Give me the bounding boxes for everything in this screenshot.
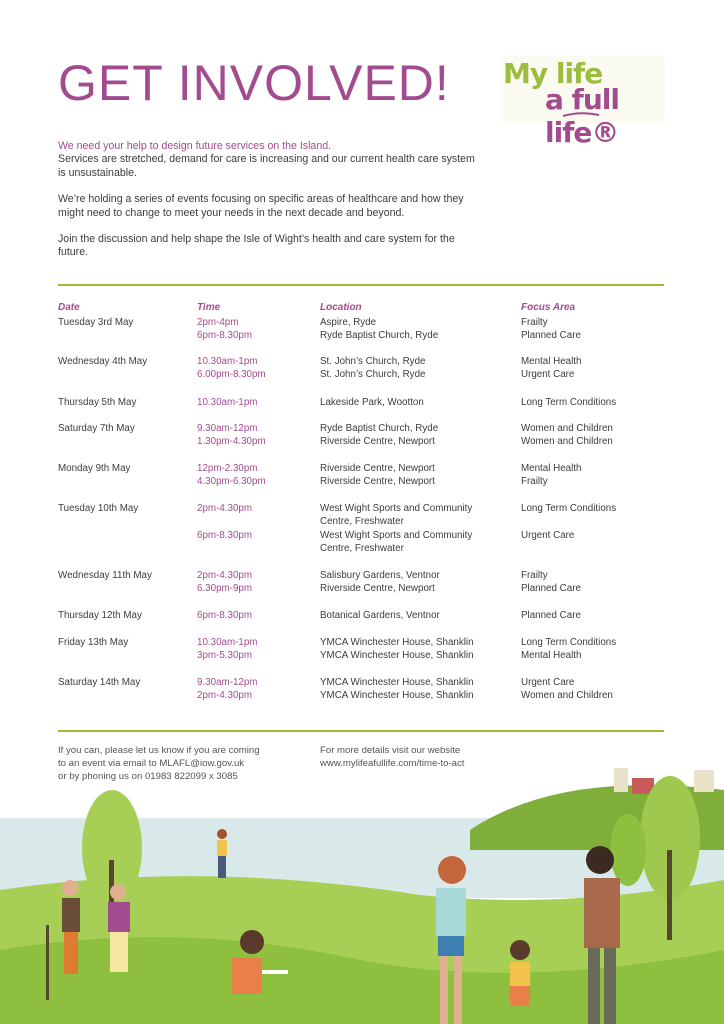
event-times <box>197 569 307 596</box>
event-date-text: Thursday 5th May <box>58 397 137 408</box>
event-time: 3pm-5.30pm <box>197 650 252 662</box>
event-date <box>58 422 135 435</box>
event-focus <box>521 515 671 528</box>
logo-line-1: My life <box>503 57 603 90</box>
event-date-text: Tuesday 3rd May <box>58 317 134 328</box>
event-time: 9.30am-12pm <box>197 677 258 688</box>
event-date <box>58 676 140 689</box>
event-location: YMCA Winchester House, Shanklin <box>320 690 474 702</box>
logo-line-2: a full life® <box>545 83 619 149</box>
elderly-woman <box>110 884 126 900</box>
event-times <box>197 636 307 663</box>
park-illustration <box>0 760 724 1024</box>
event-location: Riverside Centre, Newport <box>320 476 435 488</box>
contact-line: or by phoning us on 01983 822099 x 3085 <box>58 771 238 783</box>
event-focus: Frailty <box>521 570 548 581</box>
event-location: St. John’s Church, Ryde <box>320 369 426 381</box>
event-location: YMCA Winchester House, Shanklin <box>320 677 474 688</box>
event-date-text: Friday 13th May <box>58 637 129 648</box>
event-locations <box>320 316 510 343</box>
woman-laptop <box>240 930 264 954</box>
contact-line[interactable]: to an event via email to MLAFL@iow.gov.uk <box>58 758 245 770</box>
intro <box>58 140 478 273</box>
event-date <box>58 355 147 368</box>
event-location: Ryde Baptist Church, Ryde <box>320 330 439 342</box>
event-focus: Women and Children <box>521 690 613 702</box>
child <box>510 940 530 960</box>
event-focus-areas <box>521 316 671 343</box>
event-focus-areas <box>521 422 671 449</box>
event-date-text: Thursday 12th May <box>58 610 142 621</box>
header-date: Date <box>58 302 80 313</box>
building <box>614 768 628 792</box>
event-times <box>197 355 307 382</box>
event-focus: Long Term Conditions <box>521 503 617 514</box>
event-locations <box>320 502 510 556</box>
event-location: West Wight Sports and Community Centre, Freshwater <box>320 529 473 555</box>
event-time: 2pm-4.30pm <box>197 690 252 702</box>
event-focus: Urgent Care <box>521 529 575 541</box>
event-locations <box>320 609 510 622</box>
event-date-text: Tuesday 10th May <box>58 503 139 514</box>
divider-bottom <box>58 730 664 732</box>
event-times <box>197 422 307 449</box>
event-times <box>197 502 307 542</box>
event-location: Lakeside Park, Wootton <box>320 397 424 408</box>
event-focus: Long Term Conditions <box>521 637 617 648</box>
event-focus-areas <box>521 462 671 489</box>
event-locations <box>320 396 510 409</box>
event-time: 9.30am-12pm <box>197 423 258 434</box>
intro-lead: We need your help to design future services on the Island. <box>58 140 332 152</box>
event-focus: Planned Care <box>521 330 581 342</box>
event-focus-areas <box>521 676 671 703</box>
person-far <box>217 829 227 839</box>
page-title: GET INVOLVED! <box>58 55 450 111</box>
event-time: 2pm-4pm <box>197 317 239 328</box>
event-time: 2pm-4.30pm <box>197 570 252 581</box>
event-location: Riverside Centre, Newport <box>320 583 435 595</box>
tree <box>610 814 646 886</box>
event-location: YMCA Winchester House, Shanklin <box>320 637 474 648</box>
event-focus: Planned Care <box>521 583 581 595</box>
event-focus: Mental Health <box>521 356 582 367</box>
event-time: 6pm-8.30pm <box>197 610 252 621</box>
event-focus: Women and Children <box>521 436 613 448</box>
tree-trunk <box>667 850 672 940</box>
event-time: 6.30pm-9pm <box>197 583 252 595</box>
event-location: Aspire, Ryde <box>320 317 377 328</box>
event-focus: Mental Health <box>521 650 582 662</box>
event-locations <box>320 462 510 489</box>
event-date <box>58 636 128 649</box>
event-locations <box>320 422 510 449</box>
event-times <box>197 396 307 409</box>
event-location: Ryde Baptist Church, Ryde <box>320 423 439 434</box>
event-location: Botanical Gardens, Ventnor <box>320 610 440 621</box>
event-date <box>58 316 133 329</box>
event-location: Salisbury Gardens, Ventnor <box>320 570 440 581</box>
event-time: 10.30am-1pm <box>197 397 258 408</box>
event-date <box>58 462 130 475</box>
event-locations <box>320 569 510 596</box>
header-focus: Focus Area <box>521 302 576 313</box>
event-focus: Planned Care <box>521 610 581 621</box>
event-location: YMCA Winchester House, Shanklin <box>320 650 474 662</box>
logo-swoosh-icon <box>561 111 601 119</box>
event-times <box>197 609 307 622</box>
event-focus: Urgent Care <box>521 369 575 381</box>
event-location: St. John’s Church, Ryde <box>320 356 426 367</box>
event-time: 4.30pm-6.30pm <box>197 476 266 488</box>
event-location: West Wight Sports and Community Centre, Freshwater <box>320 503 473 528</box>
walking-cane <box>46 925 49 1000</box>
event-times <box>197 462 307 489</box>
building <box>694 770 714 792</box>
event-time: 10.30am-1pm <box>197 356 258 367</box>
event-focus: Frailty <box>521 476 548 488</box>
event-date-text: Monday 9th May <box>58 463 131 474</box>
event-focus: Mental Health <box>521 463 582 474</box>
elderly-man <box>62 880 78 896</box>
event-time: 10.30am-1pm <box>197 637 258 648</box>
event-focus-areas <box>521 569 671 596</box>
event-focus-areas <box>521 609 671 622</box>
intro-p2: We’re holding a series of events focusing on specific areas of healthcare and how they might need to change to meet your needs in the next decade and beyond. <box>58 193 464 219</box>
header-location: Location <box>320 302 362 313</box>
logo <box>501 55 665 149</box>
intro-p1: Services are stretched, demand for care is increasing and our current health care system is unsustainable. <box>58 153 475 179</box>
event-times <box>197 676 307 703</box>
contact-line: If you can, please let us know if you are coming <box>58 745 260 756</box>
event-focus: Urgent Care <box>521 677 575 688</box>
event-focus: Frailty <box>521 317 548 328</box>
event-focus-areas <box>521 396 671 409</box>
event-date-text: Saturday 7th May <box>58 423 135 434</box>
event-date-text: Wednesday 11th May <box>58 570 152 581</box>
divider-top <box>58 284 664 286</box>
event-locations <box>320 636 510 663</box>
event-time: 6pm-8.30pm <box>197 529 252 541</box>
mother <box>438 856 466 884</box>
website-link[interactable]: www.mylifeafullife.com/time-to-act <box>320 758 465 770</box>
event-locations <box>320 355 510 382</box>
event-location: Riverside Centre, Newport <box>320 463 435 474</box>
father <box>586 846 614 874</box>
event-date <box>58 609 142 622</box>
event-focus-areas <box>521 502 671 542</box>
event-focus-areas <box>521 355 671 382</box>
event-focus: Women and Children <box>521 423 613 434</box>
event-focus-areas <box>521 636 671 663</box>
laptop-icon <box>262 970 288 974</box>
event-time: 6.00pm-8.30pm <box>197 369 266 381</box>
event-date <box>58 396 136 409</box>
intro-p3: Join the discussion and help shape the Isle of Wight’s health and care system for the future. <box>58 233 455 259</box>
header-time: Time <box>197 302 221 313</box>
event-locations <box>320 676 510 703</box>
event-times <box>197 316 307 343</box>
event-time <box>197 515 307 528</box>
event-date-text: Wednesday 4th May <box>58 356 148 367</box>
event-time: 1.30pm-4.30pm <box>197 436 266 448</box>
event-date <box>58 569 152 582</box>
event-time: 6pm-8.30pm <box>197 330 252 342</box>
event-time: 12pm-2.30pm <box>197 463 258 474</box>
more-info-line: For more details visit our website <box>320 745 461 756</box>
event-date <box>58 502 138 515</box>
event-location: Riverside Centre, Newport <box>320 436 435 448</box>
event-focus: Long Term Conditions <box>521 397 617 408</box>
event-date-text: Saturday 14th May <box>58 677 141 688</box>
event-time: 2pm-4.30pm <box>197 503 252 514</box>
